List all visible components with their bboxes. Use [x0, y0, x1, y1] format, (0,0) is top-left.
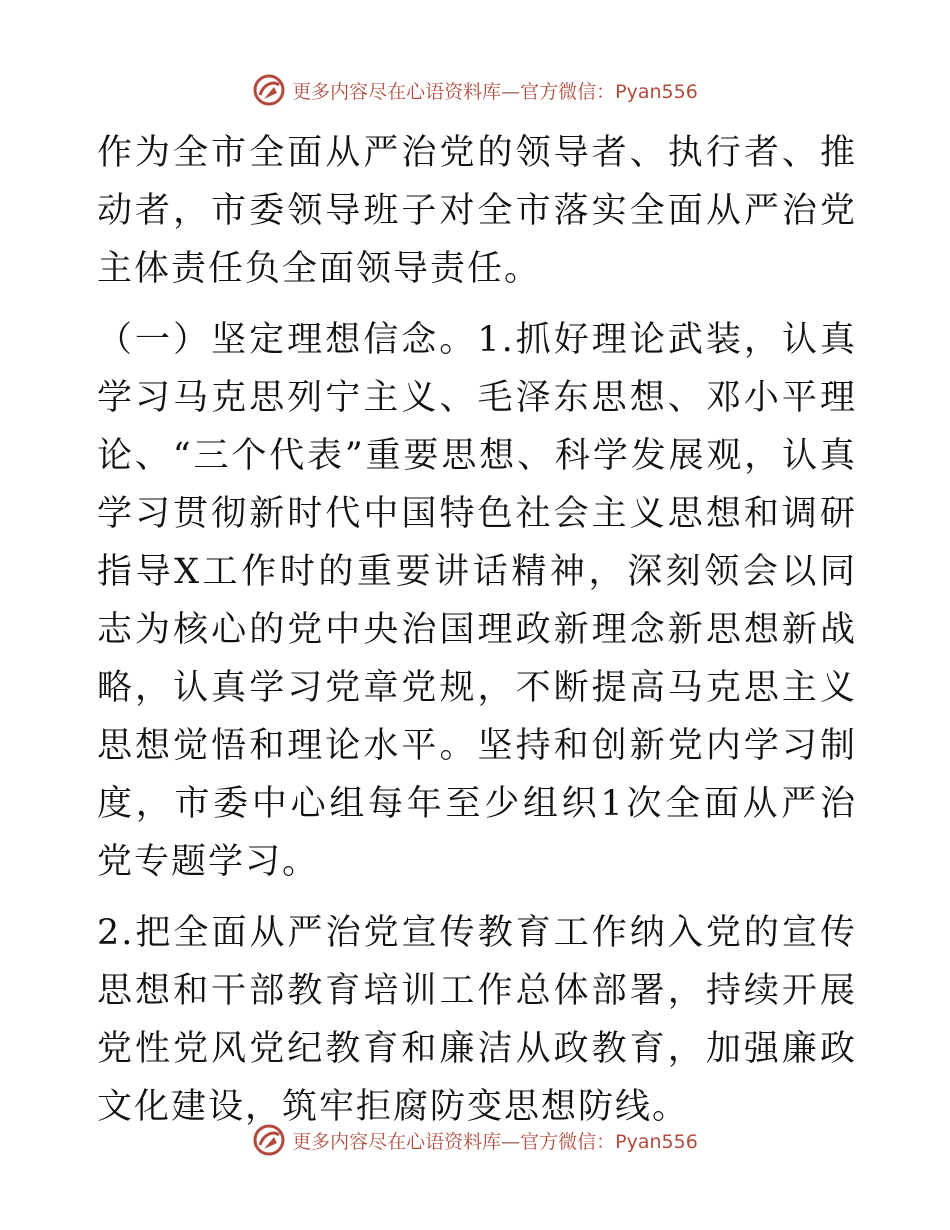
red-swirl-logo-icon	[252, 73, 286, 107]
document-body	[97, 124, 857, 1136]
banner-text: 更多内容尽在心语资料库—官方微信：Pyan556	[292, 80, 698, 103]
paragraph-intro: 作为全市全面从严治党的领导者、执行者、推动者，市委领导班子对全市落实全面从严治党主体责任负全面领导责任。	[97, 133, 857, 289]
footer-banner	[0, 1120, 950, 1160]
banner-text: 更多内容尽在心语资料库—官方微信：Pyan556	[292, 1130, 698, 1153]
red-swirl-logo-icon	[252, 1123, 286, 1157]
header-banner	[0, 70, 950, 110]
paragraph-section-one: （一）坚定理想信念。1.抓好理论武装，认真学习马克思列宁主义、毛泽东思想、邓小平理论、“三个代表”重要思想、科学发展观，认真学习贯彻新时代中国特色社会主义思想和调研指导X工作时的重要讲话精神，深刻领会以同志为核心的党中央治国理政新理念新思想新战略，认真学习党章党规，不断提高马克思主义思想觉悟和理论水平。坚持和创新党内学习制度，市委中心组每年至少组织1次全面从严治党专题学习。	[97, 320, 857, 882]
paragraph-item-two: 2.把全面从严治党宣传教育工作纳入党的宣传思想和干部教育培训工作总体部署，持续开展党性党风党纪教育和廉洁从政教育，加强廉政文化建设，筑牢拒腐防变思想防线。	[97, 913, 857, 1127]
